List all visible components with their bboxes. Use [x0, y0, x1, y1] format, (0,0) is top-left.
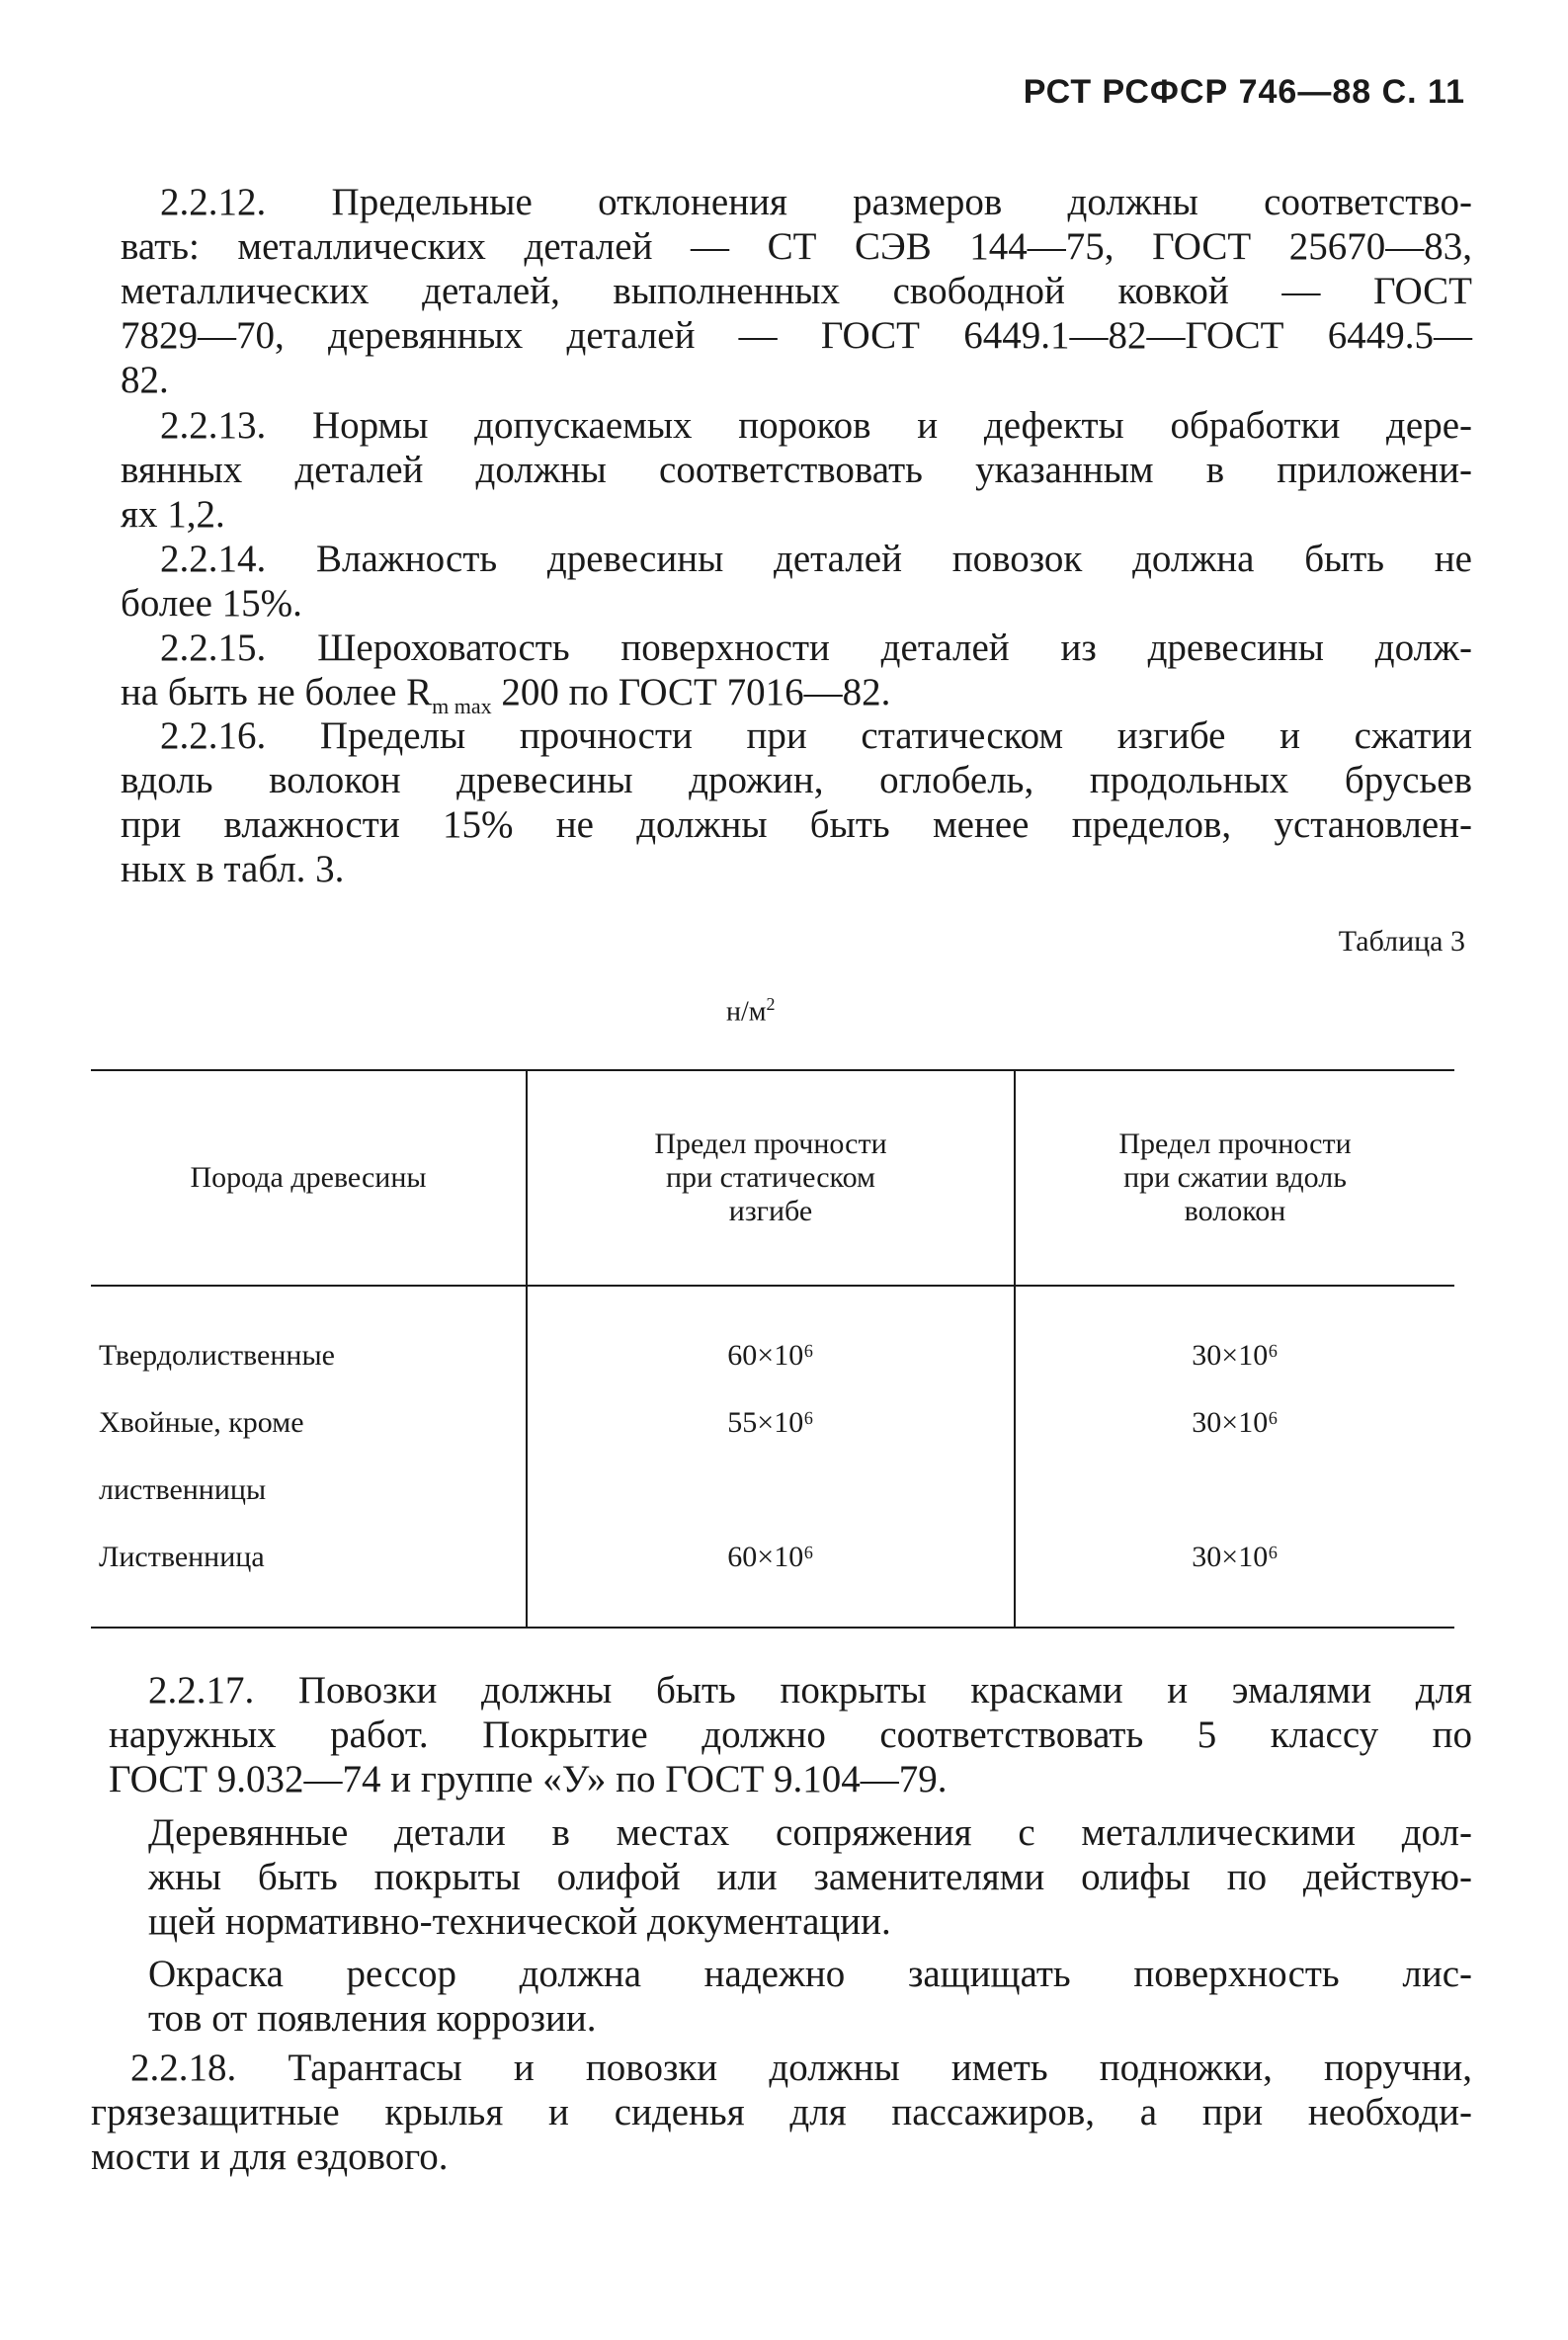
cell-species: лиственницы — [99, 1473, 267, 1506]
cell-species: Твердолиственные — [99, 1339, 335, 1372]
strength-table — [91, 1069, 1454, 1629]
text-line: 7829—70, деревянных деталей — ГОСТ 6449.1—82—ГОСТ 6449.5— — [121, 314, 1472, 357]
subscript: m max — [432, 693, 492, 718]
text-line: металлических деталей, выполненных свободной ковкой — ГОСТ — [121, 270, 1472, 312]
text-line: более 15%. — [121, 582, 302, 625]
text-line: 2.2.17. Повозки должны быть покрыты красками и эмалями для — [148, 1669, 1472, 1712]
header-line: Предел прочности — [654, 1128, 887, 1160]
units-superscript: 2 — [766, 994, 776, 1014]
paragraph-wooden-parts — [148, 1810, 1472, 1944]
text-line: 2.2.12. Предельные отклонения размеров должны соответство- — [160, 181, 1472, 223]
text-line: тов от появления коррозии. — [148, 1997, 597, 2040]
cell-species: Лиственница — [99, 1541, 265, 1573]
header-bending-strength — [527, 1070, 1015, 1286]
text-line: 2.2.15. Шероховатость поверхности деталей из древесины долж- — [160, 627, 1472, 669]
paragraph-2-2-13 — [121, 403, 1472, 537]
text-line: ГОСТ 9.032—74 и группе «У» по ГОСТ 9.104—79. — [109, 1758, 948, 1800]
header-line: при статическом — [665, 1161, 876, 1194]
text-line: грязезащитные крылья и сиденья для пассажиров, а при необходи- — [91, 2091, 1472, 2133]
paragraph-springs — [148, 1952, 1472, 2041]
table-row — [91, 1457, 1454, 1524]
table-title: Таблица 3 — [1338, 925, 1465, 958]
text-line: мости и для ездового. — [91, 2135, 449, 2178]
header-wood-species: Порода древесины — [190, 1161, 427, 1194]
text-line: ях 1,2. — [121, 493, 225, 536]
cell-compression: 30×10⁶ — [1192, 1541, 1279, 1573]
text-line: ных в табл. 3. — [121, 848, 345, 890]
text-line: наружных работ. Покрытие должно соответствовать 5 классу по — [109, 1713, 1472, 1756]
units-text: н/м — [726, 996, 767, 1028]
text-line: Деревянные детали в местах сопряжения с металлическими дол- — [148, 1811, 1472, 1854]
table-units — [726, 994, 775, 1028]
cell-bending: 60×10⁶ — [527, 1286, 1015, 1389]
text-line: жны быть покрыты олифой или заменителями олифы по действую- — [148, 1856, 1472, 1898]
table-row — [91, 1286, 1454, 1389]
paragraph-2-2-12 — [121, 180, 1472, 402]
header-line: волокон — [1184, 1195, 1286, 1227]
header-line: Предел прочности — [1118, 1128, 1352, 1160]
table-row — [91, 1524, 1454, 1628]
table-header-row — [91, 1070, 1454, 1286]
text-line: щей нормативно-технической документации. — [148, 1900, 891, 1943]
cell-compression: 30×10⁶ — [1192, 1339, 1279, 1372]
text-fragment: на быть не более R — [121, 671, 433, 713]
paragraph-2-2-16 — [121, 713, 1472, 891]
page-header: РСТ РСФСР 746—88 С. 11 — [1023, 73, 1465, 111]
text-line: Окраска рессор должна надежно защищать поверхность лис- — [148, 1953, 1472, 1995]
text-fragment: 200 по ГОСТ 7016—82. — [491, 671, 891, 713]
cell-compression: 30×10⁶ — [1192, 1406, 1279, 1439]
text-line: 2.2.16. Пределы прочности при статическом изгибе и сжатии — [160, 714, 1472, 757]
cell-bending — [527, 1457, 1015, 1524]
text-line: 2.2.14. Влажность древесины деталей повозок должна быть не — [160, 538, 1472, 580]
header-line: при сжатии вдоль — [1123, 1161, 1347, 1194]
text-line: при влажности 15% не должны быть менее пределов, установлен- — [121, 803, 1472, 846]
cell-bending: 55×10⁶ — [527, 1389, 1015, 1457]
cell-bending: 60×10⁶ — [527, 1524, 1015, 1628]
text-line: 82. — [121, 359, 169, 401]
paragraph-2-2-14 — [121, 537, 1472, 626]
text-line: вянных деталей должны соответствовать указанным в приложени- — [121, 449, 1472, 491]
header-line: изгибе — [728, 1195, 813, 1227]
cell-species: Хвойные, кроме — [99, 1406, 304, 1439]
text-line: 2.2.18. Тарантасы и повозки должны иметь подножки, поручни, — [130, 2047, 1472, 2089]
text-line: вать: металлических деталей — СТ СЭВ 144—75, ГОСТ 25670—83, — [121, 225, 1472, 268]
header-compression-strength — [1015, 1070, 1454, 1286]
table-row — [91, 1389, 1454, 1457]
paragraph-2-2-18 — [91, 2046, 1472, 2179]
text-line: вдоль волокон древесины дрожин, оглобель, продольных брусьев — [121, 759, 1472, 801]
paragraph-2-2-17 — [109, 1668, 1472, 1801]
cell-compression — [1015, 1457, 1454, 1524]
text-line: 2.2.13. Нормы допускаемых пороков и дефекты обработки дере- — [160, 404, 1472, 447]
